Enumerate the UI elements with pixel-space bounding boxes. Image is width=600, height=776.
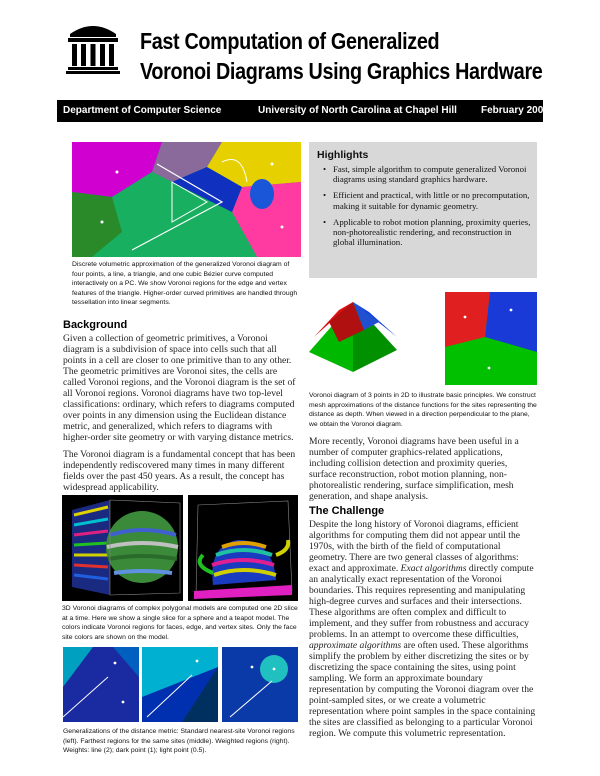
challenge-text — [309, 519, 537, 739]
figure3-caption: 3D Voronoi diagrams of complex polygonal models are computed one 2D slice at a time. Here we show a single slice for a sphere and a teapot model. The colors indicate Voronoi regions for faces, edge, and vertex sites. Only the face site colors are shown on the model. — [62, 605, 298, 641]
figure-generalized-voronoi — [72, 142, 301, 257]
challenge-text-part: Despite the long history of Voronoi diagrams, efficient algorithms for computing them did not appear until the 1970s, with the birth of the field of computational geometry. There are two general classes of algorithms: exact and approximate. — [309, 519, 521, 574]
figure-teapot-slice — [188, 495, 298, 601]
figure1-caption: Discrete volumetric approximation of the generalized Voronoi diagram of four points, a line, a triangle, and one cubic Bézier curve computed interactively on a PC. We show Voronoi regions for the edge and vertex features of the triangle. Higher-order curved primitives are handled through tessellation into linear segments. — [72, 261, 298, 307]
background-heading: Background — [63, 319, 128, 331]
challenge-text-part: directly compute an analytically exact representation of the Voronoi boundaries. This requires representing and manipulating high-degree curves and surfaces and their intersections. These algorithms are often complex and difficult to implement, and they suffer from robustness and accuracy problems. In an attempt to overcome these difficulties, — [309, 563, 534, 640]
affiliation-banner — [57, 100, 549, 122]
background-paragraph: Given a collection of geometric primitives, a Voronoi diagram is a subdivision of space into cells such that all points in a cell are closer to one primitive than to any other. The geometric primitives are Voronoi sites, the cells are called Voronoi regions, and the Voronoi diagram is the set of all Voronoi regions. Voronoi diagrams have two top-level classifications: ordinary, which refers to diagrams computed over points in any dimension using the Euclidean distance metric, and generalized, which refers to diagrams with higher-order site geometry or with varying distance metrics. — [63, 333, 296, 443]
figure4-caption: Generalizations of the distance metric: Standard nearest-site Voronoi regions (left). Farthest regions for the same sites (middle). Weighted regions (right). Weights: line (2); dark point (1); light point (0.5). — [63, 728, 295, 755]
figure-sphere-slice — [62, 495, 183, 601]
figure-weighted-regions — [222, 647, 298, 722]
highlights-box — [309, 142, 537, 278]
poster-title-line1: Fast Computation of Generalized — [140, 28, 440, 54]
figure-voronoi-2d — [445, 292, 537, 385]
recent-applications-text: More recently, Voronoi diagrams have been useful in a number of computer graphics-related applications, including collision detection and proximity queries, surface reconstruction, robot motion planning, non-photorealistic rendering, surface simplification, mesh generation, and shape analysis. — [309, 436, 519, 502]
highlight-item: • Fast, simple algorithm to compute generalized Voronoi diagrams using standard graphics hardware. — [327, 164, 532, 184]
exact-algorithms-term: Exact algorithms — [400, 563, 467, 574]
department-label: Department of Computer Science — [63, 105, 222, 116]
university-label: University of North Carolina at Chapel Hill — [258, 105, 457, 116]
background-paragraph: The Voronoi diagram is a fundamental concept that has been independently rediscovered many times in many different fields over the past 450 years. As a result, the concept has widespread applicability. — [63, 449, 296, 493]
date-label: February 2004 — [481, 105, 549, 116]
background-text — [63, 333, 298, 499]
highlights-title: Highlights — [317, 149, 369, 161]
figure-nearest-regions — [63, 647, 139, 722]
poster-title-line2: Voronoi Diagrams Using Graphics Hardware — [140, 58, 543, 84]
unc-old-well-logo — [66, 20, 120, 76]
challenge-text-part: are often used. These algorithms simplify the problem by either discretizing the sites or by discretizing the space containing the sites, using point sampling. We form an approximate boundary representation by computing the Voronoi diagram over the point-sampled sites, or we create a volumetric representation where point samples in the space containing the sites are classified as belonging to a particular Voronoi region. We compute this volumetric representation. — [309, 640, 536, 739]
highlights-list — [317, 164, 532, 253]
highlight-item: • Efficient and practical, with little or no precomputation, making it suitable for dynamic geometry. — [327, 190, 532, 210]
highlight-item: • Applicable to robot motion planning, proximity queries, non-photorealistic rendering, and reconstruction in global illumination. — [327, 217, 532, 248]
figure2-caption: Voronoi diagram of 3 points in 2D to illustrate basic principles. We construct mesh approximations of the distance functions for the sites representing the distance as depth. When viewed in a direction perpendicular to the plane, we obtain the Voronoi diagram. — [309, 392, 537, 428]
figure-distance-cones — [309, 292, 397, 385]
approximate-algorithms-term: approximate algorithms — [309, 640, 402, 651]
figure-farthest-regions — [142, 647, 218, 722]
challenge-heading: The Challenge — [309, 505, 385, 517]
